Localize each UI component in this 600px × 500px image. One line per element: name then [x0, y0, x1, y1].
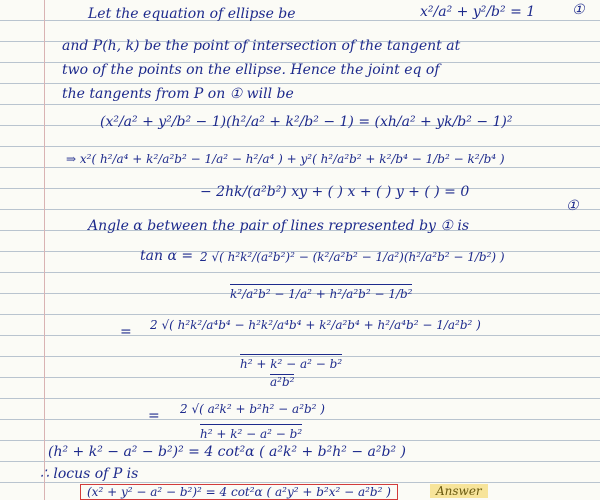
intro-text-2: and P(h, k) be the point of intersection of the tangent at: [62, 38, 461, 54]
equation-marker-1: ①: [572, 2, 585, 18]
intro-text-4: the tangents from P on ① will be: [62, 86, 294, 102]
margin-line: [44, 0, 45, 500]
step2-denominator-bottom: a²b²: [270, 375, 295, 389]
answer-equation: (x² + y² − a² − b²)² = 4 cot²α ( a²y² + b²x² − a²b² ): [87, 485, 391, 499]
equals-sign: =: [120, 324, 132, 340]
intro-text-3: two of the points on the ellipse. Hence the joint eq of: [62, 62, 440, 78]
step2-numerator: 2 √( h²k²/a⁴b⁴ − h²k²/a⁴b⁴ + k²/a²b⁴ + h²/a⁴b² − 1/a²b² ): [150, 318, 481, 332]
angle-text: Angle α between the pair of lines represented by ① is: [88, 218, 470, 234]
locus-label: ∴ locus of P is: [40, 466, 139, 482]
equation-marker-2: ①: [566, 198, 579, 214]
answer-label: Answer: [430, 484, 488, 498]
expanded-equation-rest: − 2hk/(a²b²) xy + ( ) x + ( ) y + ( ) = 0: [200, 184, 470, 200]
step3-numerator: 2 √( a²k² + b²h² − a²b² ): [180, 402, 325, 416]
step2-denominator-top: h² + k² − a² − b²: [240, 354, 342, 371]
ellipse-equation: x²/a² + y²/b² = 1: [420, 4, 536, 20]
final-equation: (h² + k² − a² − b²)² = 4 cot²α ( a²k² + b²h² − a²b² ): [48, 444, 406, 460]
tan-numerator: 2 √( h²k²/(a²b²)² − (k²/a²b² − 1/a²)(h²/a²b² − 1/b²) ): [200, 250, 505, 264]
step3-denominator: h² + k² − a² − b²: [200, 424, 302, 441]
joint-equation: (x²/a² + y²/b² − 1)(h²/a² + k²/b² − 1) = (xh/a² + yk/b² − 1)²: [100, 114, 513, 130]
equals-sign-2: =: [148, 408, 160, 424]
tan-denominator: k²/a²b² − 1/a² + h²/a²b² − 1/b²: [230, 284, 412, 301]
tan-lhs: tan α =: [140, 248, 194, 264]
answer-box: [80, 484, 398, 500]
intro-text: Let the equation of ellipse be: [88, 6, 296, 22]
expanded-equation: ⇒ x²( h²/a⁴ + k²/a²b² − 1/a² − h²/a⁴ ) + y²( h²/a²b² + k²/b⁴ − 1/b² − k²/b⁴ ): [66, 152, 505, 166]
